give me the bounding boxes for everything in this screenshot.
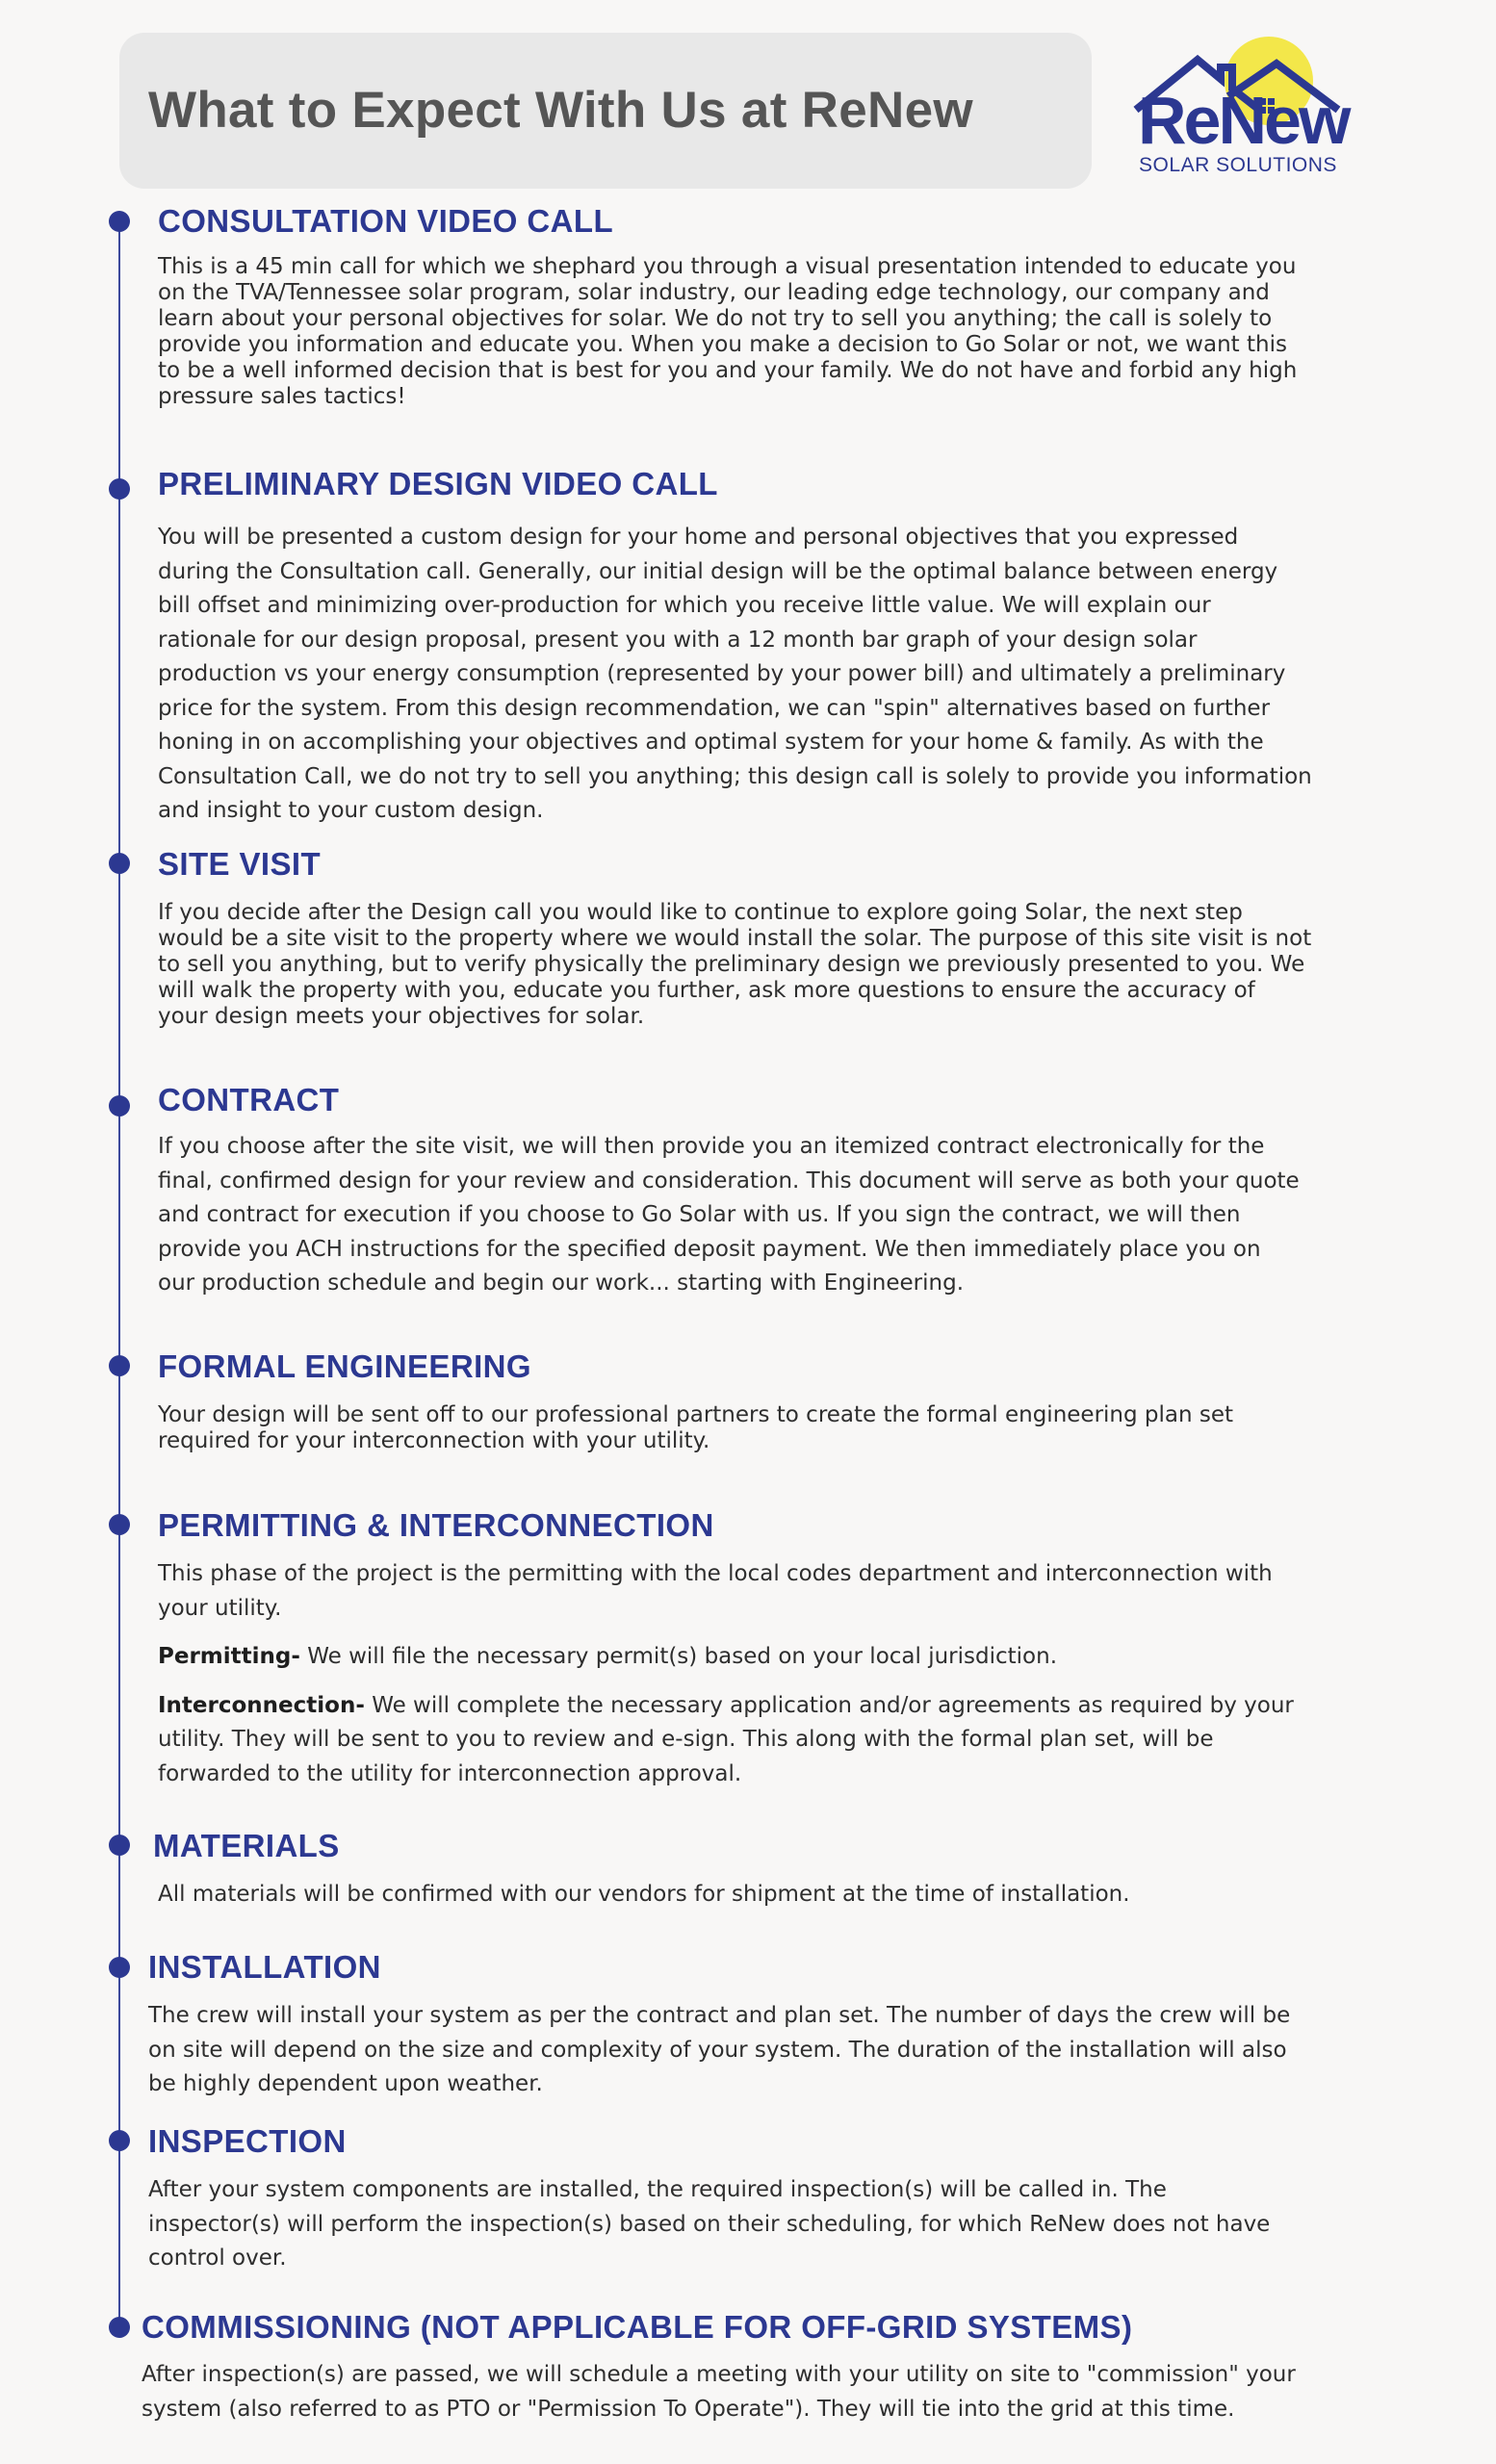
body-line: After your system components are installed, the required inspection(s) will be called in. The [148,2177,1167,2202]
body-line: learn about your personal objectives for solar. We do not try to sell you anything; the call is solely to [158,306,1273,331]
section-heading: MATERIALS [153,1828,340,1863]
logo-tagline: SOLAR SOLUTIONS [1139,154,1337,176]
body-line: provide you ACH instructions for the specified deposit payment. We then immediately place you on [158,1236,1261,1262]
body-line: your utility. [158,1595,282,1621]
body-line: honing in on accomplishing your objectives and optimal system for your home & family. As with the [158,730,1264,755]
body-line: inspector(s) will perform the inspection(s) based on their scheduling, for which ReNew does not have [148,2211,1271,2237]
body-line: bill offset and minimizing over-production for which you receive little value. We will explain our [158,593,1211,618]
body-line: Consultation Call, we do not try to sell you anything; this design call is solely to provide you information [158,763,1312,789]
title-banner [119,33,1092,189]
interconnection-text: We will complete the necessary application and/or agreements as required by your [364,1692,1294,1718]
body-line: price for the system. From this design recommendation, we can "spin" alternatives based on further [158,695,1271,721]
renew-logo [1132,35,1349,185]
body-line: The crew will install your system as per the contract and plan set. The number of days the crew will be [148,2003,1291,2028]
section-materials [153,1827,1347,1912]
section-heading: PERMITTING & INTERCONNECTION [158,1507,714,1543]
interconnection-label: Interconnection- [158,1692,365,1718]
body-line: If you decide after the Design call you would like to continue to explore going Solar, the next step [158,900,1243,925]
body-line: to sell you anything, but to verify physically the preliminary design we previously presented to you. We [158,952,1305,977]
section-heading: FORMAL ENGINEERING [158,1348,531,1384]
section-heading: INSTALLATION [148,1949,381,1985]
section-contract [158,1081,1352,1301]
section-heading: CONSULTATION VIDEO CALL [158,203,614,239]
timeline-dot [109,1355,130,1376]
timeline-dot [109,1514,130,1535]
body-line: final, confirmed design for your review and consideration. This document will serve as both your quote [158,1168,1300,1194]
permitting-text: We will file the necessary permit(s) based on your local jurisdiction. [299,1644,1058,1669]
permitting-label: Permitting- [158,1644,300,1669]
body-line: on the TVA/Tennessee solar program, solar industry, our leading edge technology, our company and [158,280,1270,305]
body-line: forwarded to the utility for interconnection approval. [158,1760,742,1786]
section-formal-engineering [158,1348,1352,1454]
body-line: Your design will be sent off to our professional partners to create the formal engineering plan set [158,1402,1234,1427]
timeline-dot [109,2317,130,2338]
timeline-line [118,221,120,2327]
body-line: during the Consultation call. Generally, our initial design will be the optimal balance between energy [158,558,1278,584]
logo-wordmark: ReNew [1138,83,1349,158]
body-line: After inspection(s) are passed, we will schedule a meeting with your utility on site to "commission" your [142,2362,1296,2387]
body-line: will walk the property with you, educate you further, ask more questions to ensure the accuracy of [158,978,1255,1003]
body-line: your design meets your objectives for solar. [158,1004,645,1029]
section-preliminary-design [158,465,1352,829]
body-line: provide you information and educate you. When you make a decision to Go Solar or not, we want this [158,332,1287,357]
body-line: You will be presented a custom design for your home and personal objectives that you expressed [158,525,1239,550]
timeline-dot [109,478,130,500]
body-line: All materials will be confirmed with our vendors for shipment at the time of installation. [158,1882,1130,1907]
timeline-dot [109,853,130,874]
body-line: pressure sales tactics! [158,384,406,409]
section-installation [148,1948,1342,2102]
page-title: What to Expect With Us at ReNew [148,82,973,139]
section-consultation [158,202,1352,410]
section-commissioning [142,2308,1335,2426]
body-line: utility. They will be sent to you to review and e-sign. This along with the formal plan set, will be [158,1727,1214,1752]
body-line: This is a 45 min call for which we shephard you through a visual presentation intended to educate you [158,254,1297,279]
body-line: be highly dependent upon weather. [148,2071,543,2096]
section-site-visit [158,845,1352,1030]
timeline-dot [109,211,130,232]
timeline-dot [109,1957,130,1978]
body-line: control over. [148,2246,287,2271]
section-heading: COMMISSIONING (NOT APPLICABLE FOR OFF-GRID SYSTEMS) [142,2309,1133,2345]
interconnection-line [158,1689,1352,1724]
body-line: This phase of the project is the permitting with the local codes department and interconnection with [158,1561,1273,1586]
timeline-dot [109,1835,130,1856]
body-line: and contract for execution if you choose to Go Solar with us. If you sign the contract, we will then [158,1202,1241,1227]
timeline-dot [109,1095,130,1116]
section-inspection [148,2122,1342,2276]
body-line: on site will depend on the size and complexity of your system. The duration of the installation will also [148,2037,1287,2063]
section-permitting-interconnection [158,1506,1352,1791]
body-line: to be a well informed decision that is best for you and your family. We do not have and forbid any high [158,358,1298,383]
body-line: and insight to your custom design. [158,798,544,823]
body-line: would be a site visit to the property where we would install the solar. The purpose of this site visit is not [158,926,1312,951]
body-line: system (also referred to as PTO or "Permission To Operate"). They will tie into the grid at this time. [142,2396,1235,2422]
body-line: required for your interconnection with your utility. [158,1428,710,1453]
body-line: If you choose after the site visit, we will then provide you an itemized contract electronically for the [158,1134,1265,1159]
section-heading: PRELIMINARY DESIGN VIDEO CALL [158,466,718,501]
section-heading: CONTRACT [158,1082,340,1117]
body-line: our production schedule and begin our work... starting with Engineering. [158,1270,965,1296]
section-heading: SITE VISIT [158,846,322,882]
permitting-line [158,1640,1352,1675]
body-line: rationale for our design proposal, present you with a 12 month bar graph of your design solar [158,627,1198,653]
body-line: production vs your energy consumption (represented by your power bill) and ultimately a preliminary [158,661,1286,686]
timeline-dot [109,2130,130,2151]
section-heading: INSPECTION [148,2123,347,2159]
